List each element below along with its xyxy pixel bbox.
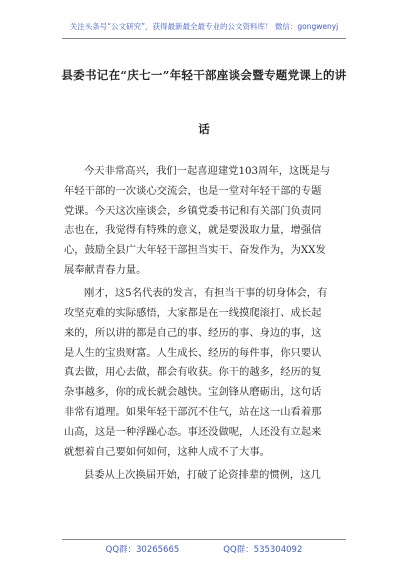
text-line: 山高，这是一种浮躁心态。事还没做呢，人还没有立起来	[64, 425, 322, 438]
footer	[0, 543, 408, 555]
document-title: 县委书记在“庆七一”年轻干部座谈会暨专题党课上的讲	[61, 68, 347, 82]
text-line: 来的，所以讲的都是自己的事、经历的事、身边的事，这	[64, 326, 322, 339]
text-line: 就想着自己要如何如何，这种人成不了大事。	[64, 445, 270, 458]
paragraph-1	[64, 162, 346, 281]
paragraph-3	[64, 466, 346, 486]
text-line: 是人生的宝贵财富。人生成长、经历的每件事，你只要认	[64, 346, 322, 359]
text-line: 县委从上次换届开始，打破了论资排辈的惯例，这几	[84, 468, 321, 481]
paragraph-2	[64, 284, 346, 462]
document-body	[64, 162, 346, 489]
text-line: 杂事越多，你的成长就会越快。宝剑锋从磨砺出，这句话	[64, 386, 322, 399]
text-line: 刚才，这5名代表的发言，有担当干事的切身体会，有	[84, 287, 328, 300]
document-title-continued: 话	[198, 122, 210, 136]
footer-qq-group-2: QQ群：535304092	[223, 545, 303, 555]
text-line: 攻坚克难的实际感悟，大家都是在一线摸爬滚打、成长起	[64, 307, 322, 320]
text-line: 展奉献青春力量。	[64, 263, 147, 276]
footer-divider	[62, 539, 346, 540]
footer-qq-group-1: QQ群：30265665	[105, 545, 180, 555]
text-line: 真去做，用心去做，都会有收获。你干的越多，经历的复	[64, 366, 322, 379]
text-line: 非常有道理。如果年轻干部沉不住气，站在这一山看着那	[64, 406, 322, 419]
text-line: 心，鼓励全县广大年轻干部担当实干、奋发作为，为XX发	[64, 244, 326, 257]
text-line: 志也在，我觉得有特殊的意义，就是要汲取力量，增强信	[64, 224, 322, 237]
header-banner: 关注头条号“公文研究”，获得最新最全最专业的公文资料库！ 微信：gongwenyj	[69, 22, 339, 31]
header-divider	[62, 38, 346, 39]
text-line: 年轻干部的一次谈心交流会，也是一堂对年轻干部的专题	[64, 184, 322, 197]
text-line: 党课。今天这次座谈会，乡镇党委书记和有关部门负责同	[64, 204, 322, 217]
text-line: 今天非常高兴，我们一起喜迎建党103周年，这既是与	[84, 165, 331, 177]
